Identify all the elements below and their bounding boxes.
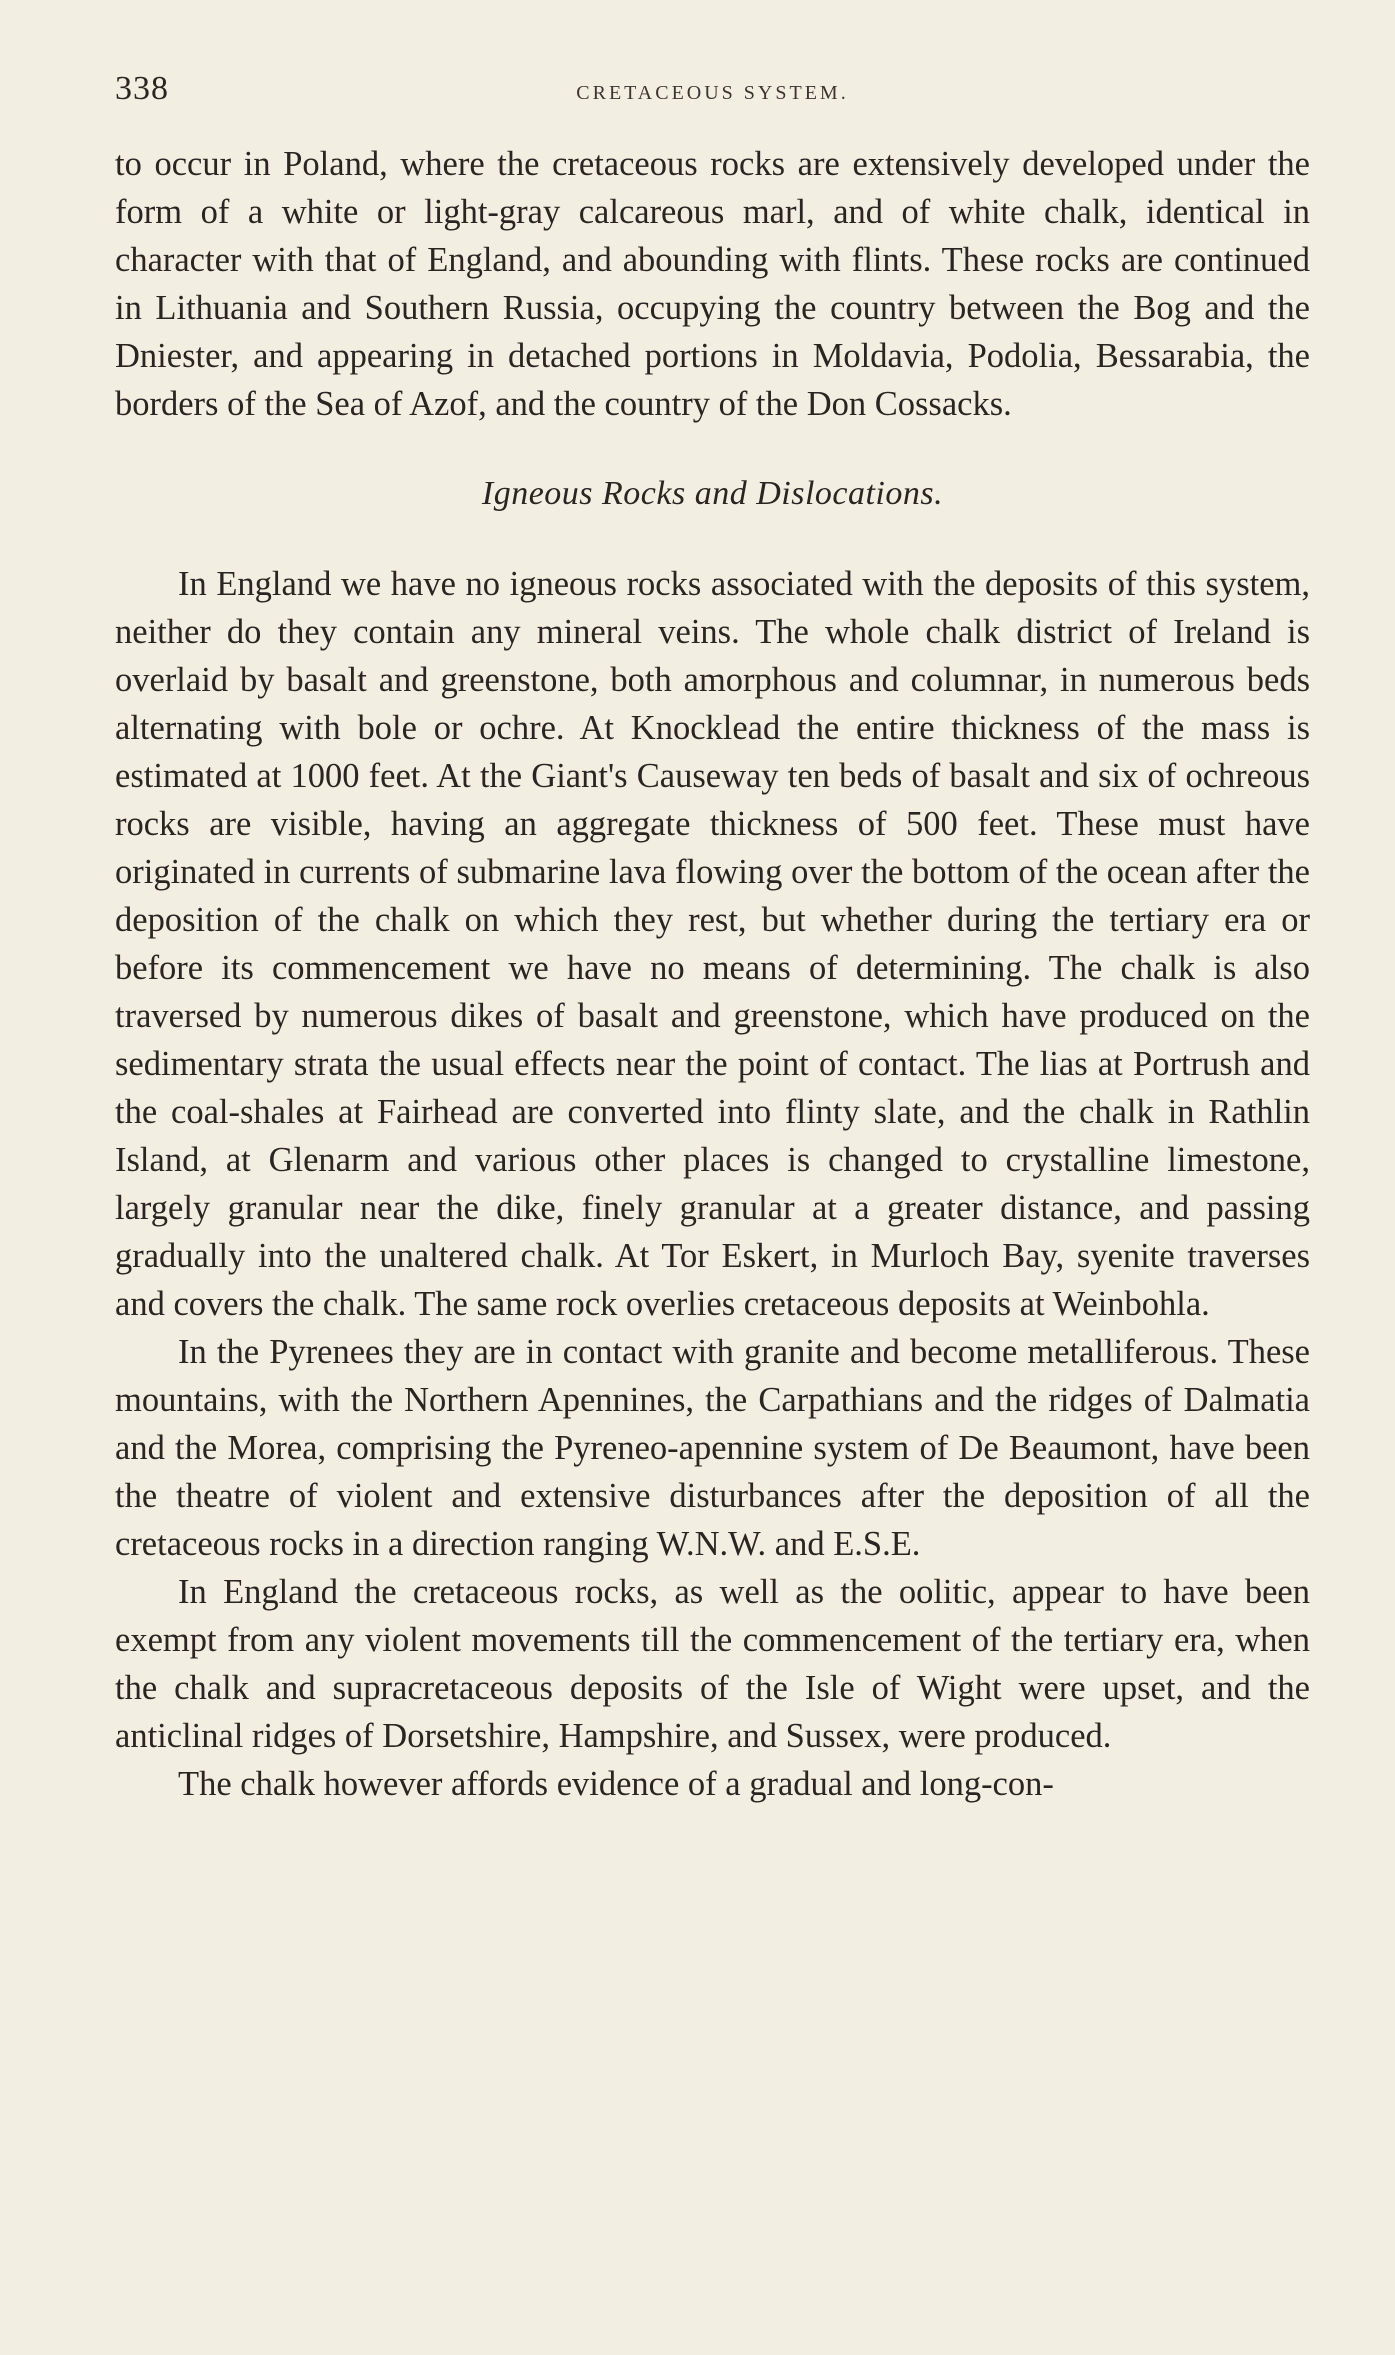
page-number: 338: [115, 70, 169, 107]
page-header: [115, 70, 1310, 120]
running-head: CRETACEOUS SYSTEM.: [576, 82, 849, 104]
paragraph-chalk-evidence: The chalk however affords evidence of a gradual and long-con-: [178, 1765, 1054, 1803]
paragraph-continuation: to occur in Poland, where the cretaceous rocks are extensively developed under the form of a white or light-gray calcareous marl, and of white chalk, identical in character with that of England, and abounding with flints. These rocks are continued in Lithuania and Southern Russia, occupying the country between the Bog and the Dniester, and appearing in detached portions in Moldavia, Podolia, Bessarabia, the borders of the Sea of Azof, and the country of the Don Cossacks.: [115, 145, 1310, 423]
paragraph-igneous-rocks: In England we have no igneous rocks associated with the deposits of this system, neither do they contain any mineral veins. The whole chalk district of Ireland is overlaid by basalt and greenstone, both amorphous and columnar, in numerous beds alternating with bole or ochre. At Knocklead the entire thickness of the mass is estimated at 1000 feet. At the Giant's Causeway ten beds of basalt and six of ochreous rocks are visible, having an aggregate thickness of 500 feet. These must have originated in currents of submarine lava flowing over the bottom of the ocean after the deposition of the chalk on which they rest, but whether during the tertiary era or before its commencement we have no means of determining. The chalk is also traversed by numerous dikes of basalt and greenstone, which have produced on the sedimentary strata the usual effects near the point of contact. The lias at Portrush and the coal-shales at Fairhead are converted into flinty slate, and the chalk in Rathlin Island, at Glenarm and various other places is changed to crystalline limestone, largely granular near the dike, finely granular at a greater distance, and passing gradually into the unaltered chalk. At Tor Eskert, in Murloch Bay, syenite traverses and covers the chalk. The same rock overlies cretaceous deposits at Weinbohla.: [115, 565, 1310, 1323]
paragraph-england-movements: In England the cretaceous rocks, as well as the oolitic, appear to have been exempt from any violent movements till the commencement of the tertiary era, when the chalk and supracretaceous deposits of the Isle of Wight were upset, and the anticlinal ridges of Dorsetshire, Hampshire, and Sussex, were produced.: [115, 1573, 1310, 1755]
section-heading: Igneous Rocks and Dislocations.: [481, 475, 944, 512]
body-text: [115, 140, 1310, 1808]
paragraph-pyrenees: In the Pyrenees they are in contact with granite and become metalliferous. These mountains, with the Northern Apennines, the Carpathians and the ridges of Dalmatia and the Morea, comprising the Pyreneo-apennine system of De Beaumont, have been the theatre of violent and extensive disturbances after the deposition of all the cretaceous rocks in a direction ranging W.N.W. and E.S.E.: [115, 1333, 1310, 1563]
